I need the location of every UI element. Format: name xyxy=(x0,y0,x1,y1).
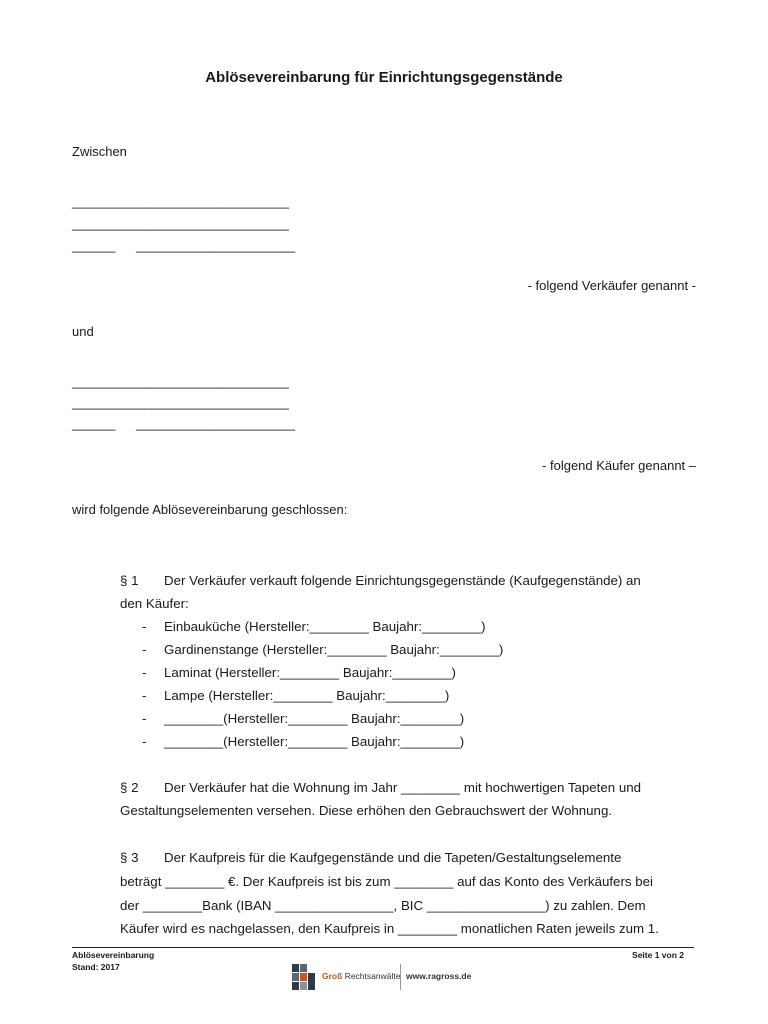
and-text: und xyxy=(72,324,94,339)
intro-text: Zwischen xyxy=(72,144,127,159)
seller-line-1: ______________________________ xyxy=(72,194,289,209)
footer-divider xyxy=(72,947,694,948)
seller-caption: - folgend Verkäufer genannt - xyxy=(527,278,696,293)
footer-page-number: Seite 1 von 2 xyxy=(632,950,684,960)
brand-mark-icon xyxy=(292,964,316,990)
section-1-text-line-2: den Käufer: xyxy=(120,596,189,611)
section-3-text-line-4: Käufer wird es nachgelassen, den Kaufpreis in ________ monatlichen Raten jeweils zum 1. xyxy=(120,921,659,936)
footer-status: Stand: 2017 xyxy=(72,962,120,972)
section-3-number: § 3 xyxy=(120,850,139,865)
buyer-line-1: ______________________________ xyxy=(72,374,289,389)
concluded-text: wird folgende Ablösevereinbarung geschlossen: xyxy=(72,502,348,517)
section-1-text-line-1: Der Verkäufer verkauft folgende Einrichtungsgegenstände (Kaufgegenstände) an xyxy=(164,573,641,588)
buyer-line-2: ______________________________ xyxy=(72,395,289,410)
footer-brand-logo xyxy=(292,962,492,994)
footer-document-name: Ablösevereinbarung xyxy=(72,950,155,960)
list-item: - Einbauküche (Hersteller:________ Baujahr:________) xyxy=(142,619,486,634)
seller-line-3b: ______________________ xyxy=(136,238,296,253)
list-item: - Gardinenstange (Hersteller:________ Baujahr:________) xyxy=(142,642,504,657)
list-item: - ________(Hersteller:________ Baujahr:________) xyxy=(142,711,465,726)
section-2-number: § 2 xyxy=(120,780,139,795)
list-item: - ________(Hersteller:________ Baujahr:________) xyxy=(142,734,465,749)
list-item: - Laminat (Hersteller:________ Baujahr:________) xyxy=(142,665,456,680)
seller-line-2: ______________________________ xyxy=(72,216,289,231)
section-2-text-line-2: Gestaltungselementen versehen. Diese erhöhen den Gebrauchswert der Wohnung. xyxy=(120,803,613,818)
section-3-text-line-1: Der Kaufpreis für die Kaufgegenstände und die Tapeten/Gestaltungselemente xyxy=(164,850,622,865)
brand-name: Groß Rechtsanwälte xyxy=(322,971,401,981)
list-item: - Lampe (Hersteller:________ Baujahr:________) xyxy=(142,688,450,703)
section-3-text-line-2: beträgt ________ €. Der Kaufpreis ist bis zum ________ auf das Konto des Verkäufers bei xyxy=(120,874,653,889)
seller-line-3a: ______ xyxy=(72,238,116,253)
document-title: Ablösevereinbarung für Einrichtungsgegenstände xyxy=(205,69,563,86)
brand-url: www.ragross.de xyxy=(406,971,472,981)
brand-separator xyxy=(400,964,401,990)
section-3-text-line-3: der ________Bank (IBAN ________________, BIC ________________) zu zahlen. Dem xyxy=(120,898,646,913)
section-1-number: § 1 xyxy=(120,573,139,588)
buyer-line-3b: ______________________ xyxy=(136,416,296,431)
buyer-caption: - folgend Käufer genannt – xyxy=(542,458,696,473)
section-2-text-line-1: Der Verkäufer hat die Wohnung im Jahr ________ mit hochwertigen Tapeten und xyxy=(164,780,642,795)
buyer-line-3a: ______ xyxy=(72,416,116,431)
